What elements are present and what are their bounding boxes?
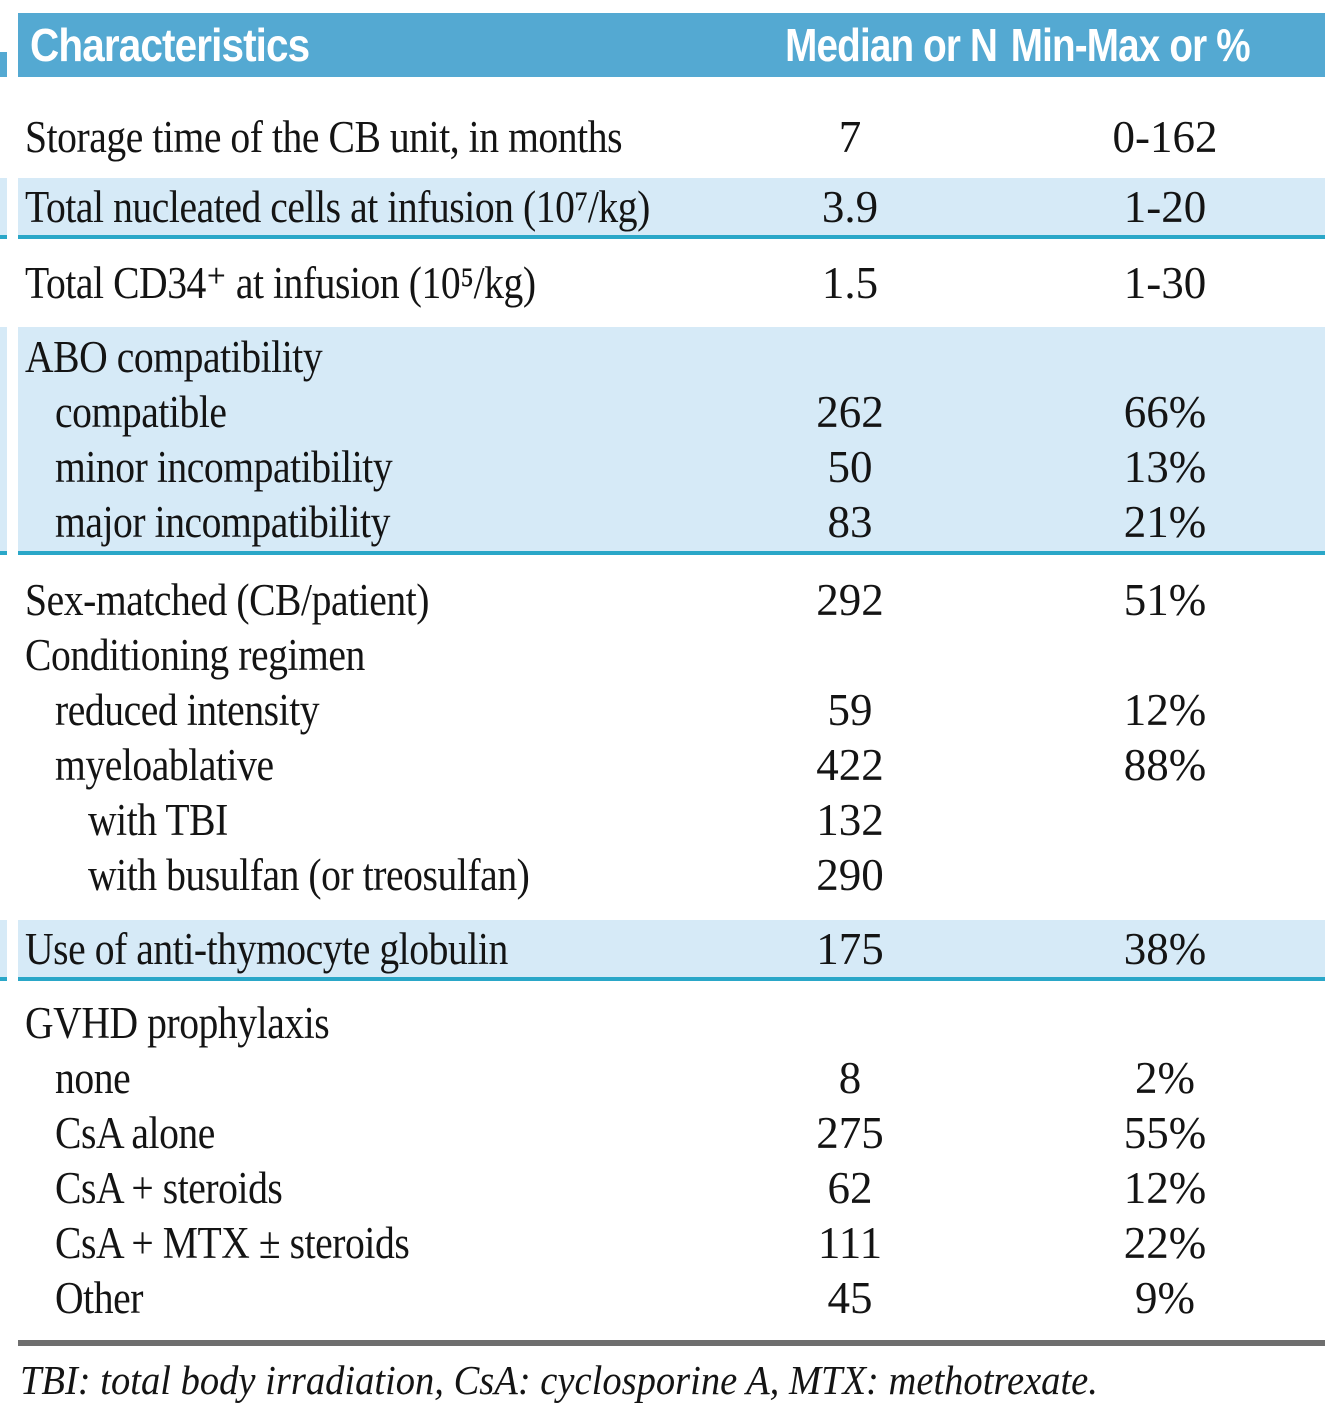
median-value: 8 [838, 1052, 862, 1103]
minmax-value: 51% [1123, 574, 1207, 625]
row-label: Use of anti-thymocyte globulin [25, 923, 508, 974]
table-row [18, 572, 1325, 627]
minmax-value: 1-20 [1123, 181, 1207, 232]
table-row [18, 109, 1325, 164]
minmax-value: 38% [1123, 923, 1207, 974]
row-label: major incompatibility [55, 496, 391, 547]
footer-rule [18, 1340, 1325, 1346]
table-row [18, 1215, 1325, 1270]
minmax-value: 88% [1123, 739, 1207, 790]
table-row [18, 792, 1325, 847]
minmax-value: 2% [1135, 1052, 1195, 1103]
table-footnote: TBI: total body irradiation, CsA: cyclosporine A, MTX: methotrexate. [20, 1357, 1098, 1403]
minmax-value: 0-162 [1112, 111, 1218, 162]
row-label: Conditioning regimen [25, 629, 365, 680]
row-label: CsA alone [55, 1107, 215, 1158]
minmax-value: 12% [1123, 1162, 1207, 1213]
characteristics-table [18, 13, 1325, 1404]
table-row [18, 995, 1325, 1050]
row-label: GVHD prophylaxis [25, 997, 330, 1048]
table-section [18, 981, 1325, 1325]
table-row [18, 439, 1325, 494]
median-value: 175 [816, 923, 884, 974]
minmax-value: 1-30 [1123, 257, 1207, 308]
table-header-row [18, 13, 1325, 77]
table-section [18, 920, 1325, 981]
median-value: 45 [827, 1272, 873, 1323]
table-row [18, 1160, 1325, 1215]
median-value: 59 [827, 684, 873, 735]
row-label: CsA + steroids [55, 1162, 283, 1213]
row-label: Sex-matched (CB/patient) [25, 574, 430, 625]
table-section [18, 327, 1325, 555]
table-row [18, 384, 1325, 439]
row-label: none [55, 1052, 131, 1103]
median-value: 292 [816, 574, 884, 625]
median-value: 1.5 [821, 257, 879, 308]
header-min-max-or-pct: Min-Max or % [1010, 19, 1250, 71]
row-label: with TBI [88, 794, 228, 845]
row-label: myeloablative [55, 739, 274, 790]
minmax-value: 66% [1123, 386, 1207, 437]
table-row [18, 1270, 1325, 1325]
table-row [18, 255, 1325, 310]
minmax-value: 22% [1123, 1217, 1207, 1268]
median-value: 3.9 [821, 181, 879, 232]
table-row [18, 627, 1325, 682]
row-label: Total CD34⁺ at infusion (10⁵/kg) [25, 258, 536, 308]
median-value: 290 [816, 849, 884, 900]
header-characteristics: Characteristics [30, 19, 310, 71]
table-section [18, 77, 1325, 178]
median-value: 275 [816, 1107, 884, 1158]
median-value: 132 [816, 794, 884, 845]
row-label: Storage time of the CB unit, in months [25, 111, 623, 162]
table-row [18, 179, 1325, 234]
minmax-value: 55% [1123, 1107, 1207, 1158]
row-label: Other [55, 1272, 143, 1323]
median-value: 83 [827, 496, 873, 547]
table-body [18, 77, 1325, 1325]
row-label: Total nucleated cells at infusion (10⁷/kg) [25, 181, 650, 232]
minmax-value: 12% [1123, 684, 1207, 735]
table-section [18, 178, 1325, 239]
row-label: ABO compatibility [25, 331, 323, 382]
median-value: 62 [827, 1162, 873, 1213]
median-value: 50 [827, 441, 873, 492]
table-row [18, 1105, 1325, 1160]
table-row [18, 847, 1325, 902]
row-label: CsA + MTX ± steroids [55, 1217, 410, 1268]
table-row [18, 494, 1325, 549]
table-row [18, 1050, 1325, 1105]
scan-edge-artifact [0, 178, 7, 239]
header-median-or-n: Median or N [785, 19, 998, 71]
table-row [18, 329, 1325, 384]
median-value: 422 [816, 739, 884, 790]
table-row [18, 737, 1325, 792]
row-label: minor incompatibility [55, 441, 393, 492]
median-value: 111 [817, 1217, 883, 1268]
table-row [18, 921, 1325, 976]
minmax-value: 21% [1123, 496, 1207, 547]
table-section [18, 555, 1325, 920]
median-value: 7 [838, 111, 862, 162]
minmax-value: 9% [1135, 1272, 1195, 1323]
median-value: 262 [816, 386, 884, 437]
scan-edge-artifact [0, 920, 7, 981]
scan-edge-artifact [0, 52, 7, 77]
row-label: with busulfan (or treosulfan) [88, 849, 530, 900]
table-row [18, 682, 1325, 737]
scan-edge-artifact [0, 327, 7, 555]
minmax-value: 13% [1123, 441, 1207, 492]
row-label: reduced intensity [55, 684, 320, 735]
row-label: compatible [55, 386, 227, 437]
table-section [18, 239, 1325, 327]
